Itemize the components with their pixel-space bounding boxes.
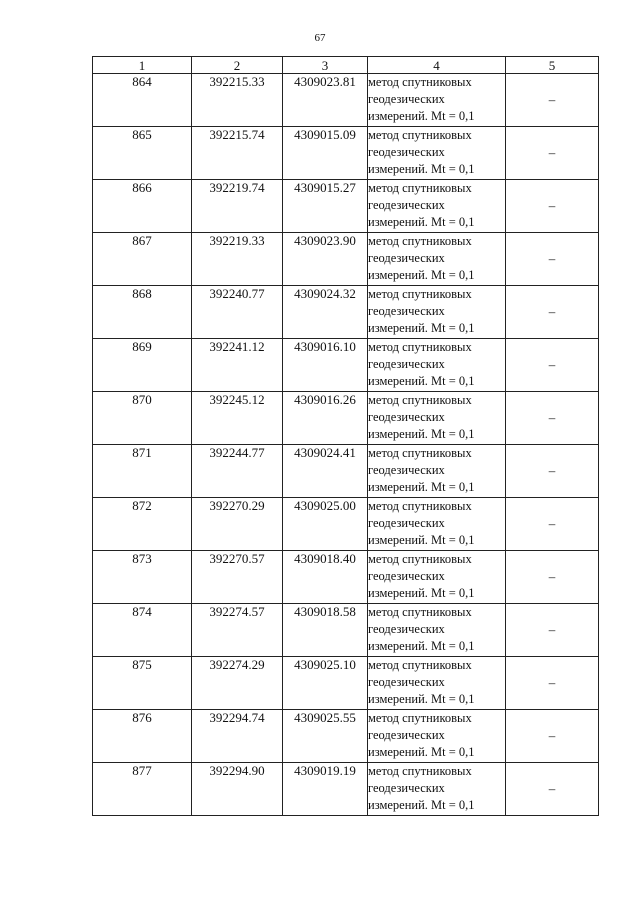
table-row: [93, 74, 599, 127]
y-coordinate-cell: 4309025.00: [283, 498, 368, 551]
coordinates-table: [92, 56, 599, 816]
header-col-2: 2: [192, 57, 283, 74]
x-coordinate-cell: 392240.77: [192, 286, 283, 339]
method-cell: метод спутниковых геодезических измерений. Mt = 0,1: [368, 763, 506, 816]
table-row: [93, 498, 599, 551]
point-number-cell: 872: [93, 498, 192, 551]
note-cell: –: [506, 74, 599, 127]
header-col-4: 4: [368, 57, 506, 74]
method-cell: метод спутниковых геодезических измерений. Mt = 0,1: [368, 551, 506, 604]
x-coordinate-cell: 392219.74: [192, 180, 283, 233]
method-cell: метод спутниковых геодезических измерений. Mt = 0,1: [368, 127, 506, 180]
note-cell: –: [506, 498, 599, 551]
y-coordinate-cell: 4309025.55: [283, 710, 368, 763]
note-cell: –: [506, 445, 599, 498]
note-cell: –: [506, 127, 599, 180]
point-number-cell: 871: [93, 445, 192, 498]
x-coordinate-cell: 392245.12: [192, 392, 283, 445]
table-row: [93, 445, 599, 498]
header-col-1: 1: [93, 57, 192, 74]
y-coordinate-cell: 4309023.81: [283, 74, 368, 127]
table-row: [93, 127, 599, 180]
point-number-cell: 865: [93, 127, 192, 180]
point-number-cell: 869: [93, 339, 192, 392]
x-coordinate-cell: 392219.33: [192, 233, 283, 286]
method-cell: метод спутниковых геодезических измерений. Mt = 0,1: [368, 180, 506, 233]
point-number-cell: 867: [93, 233, 192, 286]
x-coordinate-cell: 392270.29: [192, 498, 283, 551]
y-coordinate-cell: 4309015.09: [283, 127, 368, 180]
x-coordinate-cell: 392274.57: [192, 604, 283, 657]
x-coordinate-cell: 392294.90: [192, 763, 283, 816]
method-cell: метод спутниковых геодезических измерений. Mt = 0,1: [368, 233, 506, 286]
x-coordinate-cell: 392241.12: [192, 339, 283, 392]
note-cell: –: [506, 286, 599, 339]
table-row: [93, 233, 599, 286]
method-cell: метод спутниковых геодезических измерений. Mt = 0,1: [368, 74, 506, 127]
point-number-cell: 875: [93, 657, 192, 710]
y-coordinate-cell: 4309019.19: [283, 763, 368, 816]
table-row: [93, 710, 599, 763]
y-coordinate-cell: 4309024.41: [283, 445, 368, 498]
table-body: [93, 74, 599, 816]
x-coordinate-cell: 392270.57: [192, 551, 283, 604]
table-row: [93, 180, 599, 233]
table-row: [93, 551, 599, 604]
y-coordinate-cell: 4309023.90: [283, 233, 368, 286]
point-number-cell: 876: [93, 710, 192, 763]
note-cell: –: [506, 233, 599, 286]
method-cell: метод спутниковых геодезических измерений. Mt = 0,1: [368, 710, 506, 763]
header-row: [93, 57, 599, 74]
note-cell: –: [506, 763, 599, 816]
x-coordinate-cell: 392215.33: [192, 74, 283, 127]
point-number-cell: 874: [93, 604, 192, 657]
header-col-3: 3: [283, 57, 368, 74]
table-row: [93, 392, 599, 445]
method-cell: метод спутниковых геодезических измерений. Mt = 0,1: [368, 286, 506, 339]
y-coordinate-cell: 4309016.10: [283, 339, 368, 392]
y-coordinate-cell: 4309024.32: [283, 286, 368, 339]
point-number-cell: 877: [93, 763, 192, 816]
x-coordinate-cell: 392274.29: [192, 657, 283, 710]
method-cell: метод спутниковых геодезических измерений. Mt = 0,1: [368, 498, 506, 551]
table-row: [93, 763, 599, 816]
page-number: 67: [314, 32, 326, 44]
table-header: [93, 57, 599, 74]
note-cell: –: [506, 657, 599, 710]
y-coordinate-cell: 4309018.40: [283, 551, 368, 604]
y-coordinate-cell: 4309015.27: [283, 180, 368, 233]
table-row: [93, 286, 599, 339]
y-coordinate-cell: 4309016.26: [283, 392, 368, 445]
point-number-cell: 866: [93, 180, 192, 233]
point-number-cell: 868: [93, 286, 192, 339]
header-col-5: 5: [506, 57, 599, 74]
method-cell: метод спутниковых геодезических измерений. Mt = 0,1: [368, 392, 506, 445]
point-number-cell: 864: [93, 74, 192, 127]
point-number-cell: 873: [93, 551, 192, 604]
method-cell: метод спутниковых геодезических измерений. Mt = 0,1: [368, 604, 506, 657]
table-row: [93, 604, 599, 657]
note-cell: –: [506, 339, 599, 392]
note-cell: –: [506, 180, 599, 233]
method-cell: метод спутниковых геодезических измерений. Mt = 0,1: [368, 657, 506, 710]
x-coordinate-cell: 392215.74: [192, 127, 283, 180]
note-cell: –: [506, 604, 599, 657]
method-cell: метод спутниковых геодезических измерений. Mt = 0,1: [368, 339, 506, 392]
table-row: [93, 657, 599, 710]
note-cell: –: [506, 710, 599, 763]
y-coordinate-cell: 4309018.58: [283, 604, 368, 657]
note-cell: –: [506, 551, 599, 604]
x-coordinate-cell: 392294.74: [192, 710, 283, 763]
y-coordinate-cell: 4309025.10: [283, 657, 368, 710]
table-row: [93, 339, 599, 392]
method-cell: метод спутниковых геодезических измерений. Mt = 0,1: [368, 445, 506, 498]
note-cell: –: [506, 392, 599, 445]
point-number-cell: 870: [93, 392, 192, 445]
x-coordinate-cell: 392244.77: [192, 445, 283, 498]
